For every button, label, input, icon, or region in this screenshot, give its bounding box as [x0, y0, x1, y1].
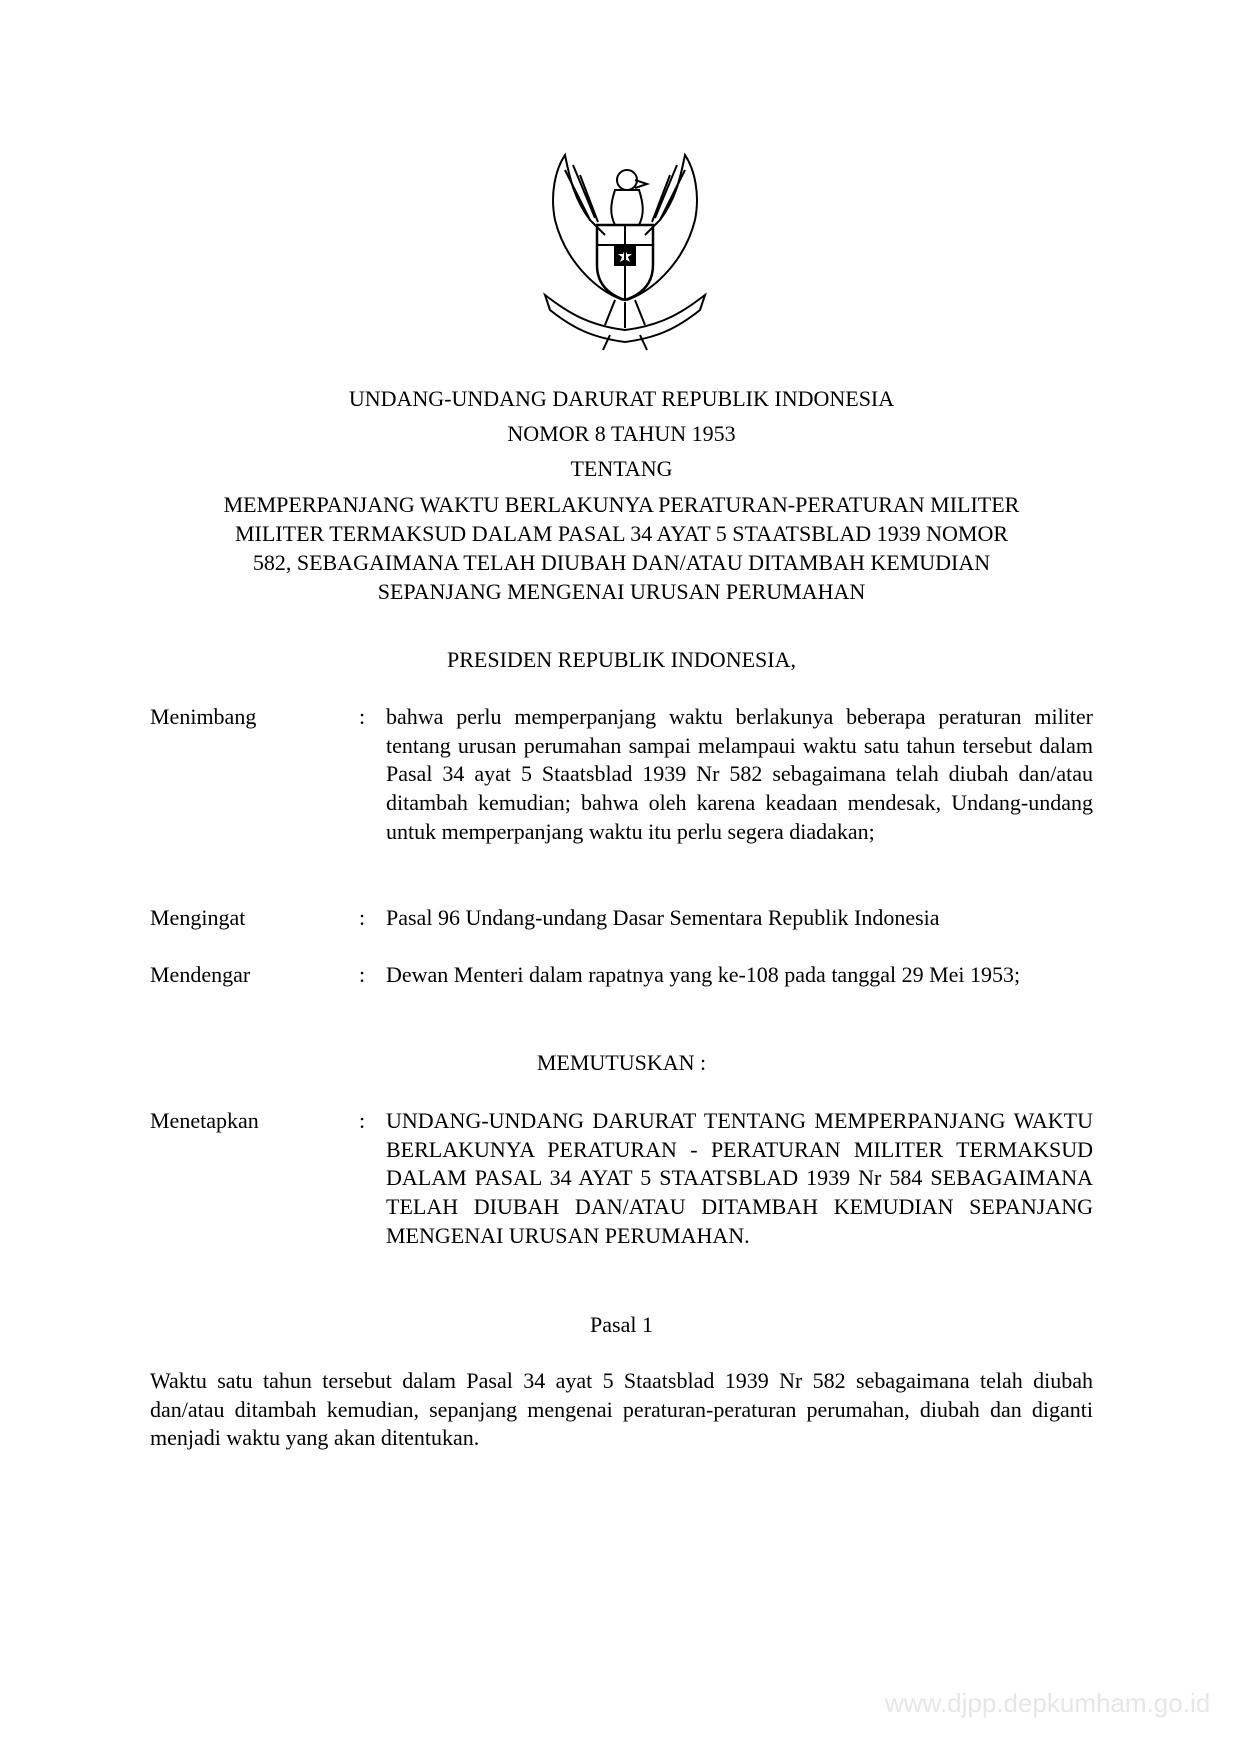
president-heading: PRESIDEN REPUBLIK INDONESIA,	[447, 647, 796, 672]
clause-text: Dewan Menteri dalam rapatnya yang ke-108 pada tanggal 29 Mei 1953;	[386, 962, 1021, 987]
clause-menetapkan	[150, 1107, 1093, 1251]
garuda-emblem	[535, 150, 715, 355]
clause-label: Menetapkan	[150, 1108, 259, 1133]
title-line: MEMPERPANJANG WAKTU BERLAKUNYA PERATURAN-PERATURAN MILITER	[223, 492, 1020, 517]
decision-heading: MEMUTUSKAN :	[536, 1050, 707, 1075]
clause-text: Pasal 96 Undang-undang Dasar Sementara Republik Indonesia	[386, 905, 940, 930]
title-line: SEPANJANG MENGENAI URUSAN PERUMAHAN	[377, 579, 866, 604]
law-title	[150, 490, 1093, 606]
clause-colon: :	[359, 962, 366, 987]
clause-label: Mengingat	[150, 905, 246, 930]
clause-label: Mendengar	[150, 962, 251, 987]
title-line: MILITER TERMAKSUD DALAM PASAL 34 AYAT 5 STAATSBLAD 1939 NOMOR	[234, 521, 1009, 546]
clause-mengingat	[150, 904, 1093, 933]
title-line: 582, SEBAGAIMANA TELAH DIUBAH DAN/ATAU DITAMBAH KEMUDIAN	[252, 550, 991, 575]
law-number: NOMOR 8 TAHUN 1953	[507, 421, 736, 446]
clause-text: UNDANG-UNDANG DARURAT TENTANG MEMPERPANJANG WAKTU BERLAKUNYA PERATURAN - PERATURAN MILITER TERMAKSUD DALAM PASAL 34 AYAT 5 STAATSBLAD 1939 Nr 584 SEBAGAIMANA TELAH DIUBAH DAN/ATAU DITAMBAH KEMUDIAN SEPANJANG MENGENAI URUSAN PERUMAHAN.	[386, 1108, 1093, 1248]
article-text: Waktu satu tahun tersebut dalam Pasal 34 ayat 5 Staatsblad 1939 Nr 582 sebagaimana telah diubah dan/atau ditambah kemudian, sepanjang mengenai peraturan-peraturan perumahan, diubah dan diganti menjadi waktu yang akan ditentukan.	[150, 1368, 1093, 1451]
clause-text: bahwa perlu memperpanjang waktu berlakunya beberapa peraturan militer tentang urusan perumahan sampai melampaui waktu satu tahun tersebut dalam Pasal 34 ayat 5 Staatsblad 1939 Nr 582 sebagaimana telah diubah dan/atau ditambah kemudian; bahwa oleh karena keadaan mendesak, Undang-undang untuk memperpanjang waktu itu perlu segera diadakan;	[386, 704, 1093, 844]
clause-colon: :	[359, 905, 366, 930]
tentang-heading: TENTANG	[570, 456, 673, 481]
clause-label: Menimbang	[150, 704, 257, 729]
clause-mendengar	[150, 961, 1093, 990]
clause-menimbang	[150, 703, 1093, 847]
article-heading: Pasal 1	[590, 1312, 653, 1337]
clause-colon: :	[359, 704, 366, 729]
law-type-heading: UNDANG-UNDANG DARURAT REPUBLIK INDONESIA	[348, 386, 895, 411]
watermark: www.djpp.depkumham.go.id	[885, 1688, 1211, 1718]
clause-colon: :	[359, 1108, 366, 1133]
